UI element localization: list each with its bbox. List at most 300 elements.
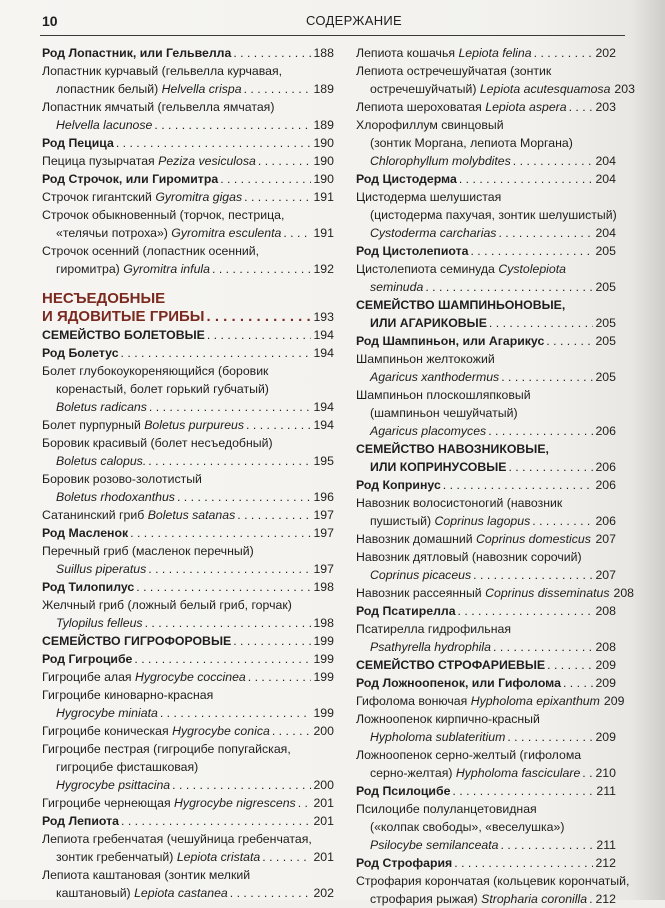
toc-entry-text [56, 398, 147, 416]
page-ref: 194 [313, 400, 334, 414]
toc-entry [356, 746, 616, 764]
entry-text: гиромитра) [56, 262, 124, 276]
toc-entry-text [356, 262, 566, 276]
toc-entry [42, 686, 334, 704]
dot-leader [425, 278, 593, 296]
entry-text: пушистый) [370, 514, 435, 528]
toc-entry [42, 224, 334, 242]
toc-entry-text [42, 832, 312, 846]
toc-entry-text [42, 794, 296, 812]
toc-entry [356, 350, 616, 368]
toc-entry-text [56, 560, 146, 578]
toc-entry [42, 614, 334, 632]
toc-entry [42, 794, 334, 812]
toc-entry [42, 578, 334, 596]
group-name: Род Шампиньон, или Агарикус [356, 334, 545, 348]
toc-entry-text [42, 152, 256, 170]
latin-name: Hygrocybe coccinea [135, 670, 246, 684]
toc-entry-text [356, 98, 567, 116]
dot-leader [272, 722, 312, 740]
toc-entry-text [42, 170, 218, 188]
toc-entry [42, 116, 334, 134]
dot-leader [488, 422, 593, 440]
dot-leader [134, 650, 311, 668]
dot-leader [283, 224, 311, 242]
latin-name: Lepiota aspera [485, 100, 567, 114]
toc-entry [42, 362, 334, 380]
entry-text: Строфария корончатая (кольцевик корончатый, [356, 874, 630, 888]
dot-leader [473, 566, 593, 584]
entry-text: Гифолома вонючая [356, 694, 471, 708]
toc-entry-text [356, 622, 511, 636]
toc-entry-text [356, 496, 562, 510]
entry-text: «телячьи потроха») [56, 226, 172, 240]
latin-name: Lepiota castanea [134, 886, 228, 900]
toc-entry [356, 296, 616, 314]
latin-name: Boletus purpureus [144, 418, 245, 432]
group-name: Род Строфария [356, 856, 453, 870]
page-ref: 209 [595, 676, 616, 690]
group-name: СЕМЕЙСТВО ШАМПИНЬОНОВЫЕ, [356, 298, 566, 312]
section-heading [42, 290, 334, 308]
toc-entry [356, 674, 616, 692]
page-ref: 202 [313, 886, 334, 900]
latin-name: Lepiota felina [458, 46, 532, 60]
latin-name: Hygrocybe psittacina [56, 778, 171, 792]
entry-text: Лепиота каштановая (зонтик мелкий [42, 868, 251, 882]
toc-entry-text [370, 278, 423, 296]
entry-text: коренастый, болет горький губчатый) [56, 382, 269, 396]
toc-entry-text [356, 712, 540, 726]
page-ref: 200 [313, 724, 334, 738]
entry-text: Болет пурпурный [42, 418, 145, 432]
group-name: Род Псатирелла [356, 604, 456, 618]
latin-name: Cystolepiota [498, 262, 566, 276]
toc-entry-text [370, 820, 564, 834]
entry-text: Гигроцибе алая [42, 670, 136, 684]
latin-name: Coprinus disseminatus [485, 586, 610, 600]
toc-entry-text [56, 260, 210, 278]
toc-entry-text [56, 776, 170, 794]
dot-leader [207, 326, 312, 344]
toc-entry [356, 170, 616, 188]
group-name: ИЛИ АГАРИКОВЫЕ [370, 316, 487, 330]
dot-leader [443, 476, 594, 494]
toc-entry-text [42, 688, 213, 702]
toc-entry [356, 710, 616, 728]
page-ref: 206 [595, 514, 616, 528]
page-ref: 204 [595, 154, 616, 168]
toc-entry-text [356, 550, 582, 564]
toc-entry [356, 332, 616, 350]
page-ref: 190 [313, 172, 334, 186]
toc-entry [42, 704, 334, 722]
entry-text: (цистодерма пахучая, зонтик шелушистый) [370, 208, 617, 222]
toc-entry [42, 632, 334, 650]
entry-text: Лепиота остречешуйчатая (зонтик [356, 64, 552, 78]
toc-entry-text [356, 190, 501, 204]
toc-entry [356, 764, 616, 782]
toc-entry-text [356, 44, 532, 62]
toc-entry [42, 470, 334, 488]
toc-entry [356, 368, 616, 386]
latin-name: seminuda [370, 280, 424, 294]
page-ref: 198 [313, 616, 334, 630]
toc-entry [42, 134, 334, 152]
toc-entry [42, 242, 334, 260]
toc-entry-text [42, 472, 202, 486]
toc-entry [356, 638, 616, 656]
toc-entry-text [370, 890, 587, 908]
toc-entry [42, 596, 334, 614]
dot-leader [212, 260, 311, 278]
page-ref: 209 [603, 694, 625, 708]
page-ref: 199 [313, 670, 334, 684]
entry-text: Боровик красивый (болет несъедобный) [42, 436, 273, 450]
group-name: Род Лепиота [42, 814, 119, 828]
page-ref: 206 [595, 460, 616, 474]
page-ref: 209 [595, 730, 616, 744]
dot-leader [501, 836, 595, 854]
toc-entry [42, 434, 334, 452]
toc-entry [356, 602, 616, 620]
toc-entry-text [42, 578, 134, 596]
toc-entry [356, 656, 616, 674]
entry-text: зонтик гребенчатый) [56, 850, 177, 864]
toc-entry [42, 560, 334, 578]
entry-text: Строчок осенний (лопастник осенний, [42, 244, 260, 258]
toc-entry [356, 80, 635, 98]
dot-leader [149, 398, 312, 416]
toc-entry-text [56, 704, 158, 722]
toc-entry-text [56, 760, 198, 774]
page-ref: 204 [595, 226, 616, 240]
toc-entry [42, 380, 334, 398]
toc-entry-text [356, 692, 600, 710]
toc-entry-text [42, 344, 119, 362]
page-ref: 210 [595, 766, 616, 780]
page-ref: 203 [614, 82, 635, 96]
dot-leader [160, 704, 312, 722]
toc-entry [356, 422, 616, 440]
toc-entry-text [356, 64, 551, 78]
toc-entry-text [370, 458, 506, 476]
toc-entry [356, 188, 616, 206]
toc-entry-text [42, 812, 119, 830]
toc-entry [42, 416, 334, 434]
entry-text: Навозник дятловый (навозник сорочий) [356, 550, 582, 564]
toc-entry [356, 530, 616, 548]
page-ref: 198 [313, 580, 334, 594]
toc-entry-text [42, 416, 244, 434]
group-name: Род Псилоцибе [356, 784, 451, 798]
toc-entry-text [42, 308, 204, 326]
dot-leader [582, 764, 593, 782]
dot-leader [154, 116, 311, 134]
toc-entry-text [42, 632, 231, 650]
toc-entry [42, 80, 334, 98]
toc-entry-text [56, 382, 269, 396]
toc-entry [42, 668, 334, 686]
toc-entry-text [356, 674, 561, 692]
page-ref: 197 [313, 562, 334, 576]
dot-leader [501, 368, 593, 386]
entry-text: лопастник белый) [56, 82, 162, 96]
toc-entry-text [56, 452, 146, 470]
group-name: СЕМЕЙСТВО БОЛЕТОВЫЕ [42, 328, 205, 342]
page-ref: 199 [313, 634, 334, 648]
dot-leader [116, 134, 312, 152]
latin-name: Hygrocybe miniata [56, 706, 158, 720]
toc-entry-text [356, 442, 549, 456]
toc-entry-text [56, 614, 143, 632]
toc-entry-text [356, 530, 591, 548]
toc-entry [42, 326, 334, 344]
toc-entry [42, 650, 334, 668]
toc-entry-text [370, 728, 505, 746]
dot-leader [244, 188, 311, 206]
toc-entry-text [42, 506, 235, 524]
toc-entry [42, 44, 334, 62]
toc-entry [356, 278, 616, 296]
toc-entry [42, 188, 334, 206]
toc-entry-text [356, 388, 531, 402]
dot-leader [244, 80, 312, 98]
page-ref: 209 [595, 658, 616, 672]
dot-leader [569, 98, 594, 116]
group-name: Род Лопастник, или Гельвелла [42, 46, 232, 60]
latin-name: Agaricus placomyces [370, 424, 487, 438]
toc-entry-text [356, 584, 610, 602]
dot-leader [507, 728, 593, 746]
latin-name: Hypholoma sublateritium [370, 730, 506, 744]
entry-text: Лепиота кошачья [356, 46, 459, 60]
toc-entry [356, 44, 616, 62]
page-ref: 206 [595, 424, 616, 438]
page-ref: 197 [313, 526, 334, 540]
dot-leader [148, 452, 311, 470]
dot-leader [220, 170, 311, 188]
entry-text: Сатанинский гриб [42, 508, 148, 522]
toc-entry [356, 566, 616, 584]
dot-leader [130, 524, 311, 542]
dot-leader [452, 782, 594, 800]
latin-name: Lepiota cristata [176, 850, 261, 864]
page-ref: 211 [596, 784, 616, 798]
group-name: ИЛИ КОПРИНУСОВЫЕ [370, 460, 507, 474]
latin-name: Boletus rhodoxanthus [56, 490, 175, 504]
page-ref: 199 [313, 706, 334, 720]
entry-text: строфария рыжая) [370, 892, 482, 906]
toc-entry [42, 758, 334, 776]
entry-text: Болет глубокоукореняющийся (боровик [42, 364, 269, 378]
toc-entry-text [42, 598, 292, 612]
toc-entry-text [370, 512, 530, 530]
toc-entry-text [56, 848, 260, 866]
dot-leader [547, 656, 593, 674]
page-ref: 197 [313, 508, 334, 522]
entry-text: Строчок обыкновенный (торчок, пестрица, [42, 208, 285, 222]
page-ref: 203 [595, 100, 616, 114]
group-name: Род Ложноопенок, или Гифолома [356, 676, 561, 690]
toc-entry-text [42, 742, 291, 756]
toc-entry [356, 260, 616, 278]
page-number: 10 [42, 13, 58, 29]
toc-entry [356, 620, 616, 638]
toc-entry-text [42, 436, 273, 450]
toc-entry-text [42, 722, 270, 740]
dot-leader [534, 44, 594, 62]
toc-entry-text [356, 242, 468, 260]
toc-entry-text [42, 668, 246, 686]
entry-text: Желчный гриб (ложный белый гриб, горчак) [42, 598, 292, 612]
toc-entry-text [356, 332, 544, 350]
toc-entry-text [56, 884, 228, 902]
latin-name: Hygrocybe conica [172, 724, 270, 738]
toc-entry [356, 62, 616, 80]
entry-text: Навозник домашний [356, 532, 477, 546]
entry-text: Навозник волосистоногий (навозник [356, 496, 563, 510]
dot-leader [246, 416, 311, 434]
dot-leader [258, 152, 312, 170]
page-ref: 189 [313, 118, 334, 132]
entry-text: («колпак свободы», «веселушка») [370, 820, 565, 834]
toc-entry [42, 848, 334, 866]
dot-leader [498, 224, 593, 242]
toc-entry [356, 584, 635, 602]
page-ref: 204 [595, 172, 616, 186]
toc-entry-text [42, 290, 165, 307]
toc-entry-text [370, 638, 491, 656]
toc-entry-text [370, 80, 610, 98]
toc-entry [356, 242, 616, 260]
latin-name: Helvella crispa [161, 82, 242, 96]
dot-leader [454, 854, 593, 872]
toc-entry [356, 116, 616, 134]
entry-text: Шампиньон желтокожий [356, 352, 495, 366]
group-name: Род Копринус [356, 478, 441, 492]
page-ref: 211 [596, 838, 616, 852]
entry-text: остречешуйчатый) [370, 82, 480, 96]
toc-entry-text [356, 782, 450, 800]
entry-text: серно-желтая) [370, 766, 456, 780]
toc-entry [42, 62, 334, 80]
latin-name: Cystoderma carcharias [370, 226, 497, 240]
entry-text: Лепиота шероховатая [356, 100, 486, 114]
page-ref: 205 [595, 316, 616, 330]
toc-entry-text [370, 208, 617, 222]
toc-entry [356, 224, 616, 242]
dot-leader [493, 638, 593, 656]
entry-text: Строчок гигантский [42, 190, 156, 204]
dot-leader [233, 632, 311, 650]
entry-text: Псилоцибе полуланцетовидная [356, 802, 537, 816]
group-name: Род Строчок, или Гиромитра [42, 172, 219, 186]
entry-text: каштановый) [56, 886, 135, 900]
toc-entry [356, 836, 616, 854]
toc-entry [356, 440, 616, 458]
toc-entry [42, 884, 334, 902]
section-heading [42, 308, 334, 326]
page-ref: 212 [595, 892, 616, 906]
toc-entry [356, 800, 616, 818]
page-ref: 193 [313, 310, 334, 324]
entry-text: Перечный гриб (масленок перечный) [42, 544, 254, 558]
latin-name: Psathyrella hydrophila [370, 640, 491, 654]
header-divider [40, 35, 625, 36]
page-ref: 208 [613, 586, 635, 600]
entry-text: Гигроцибе чернеющая [42, 796, 175, 810]
group-name: Род Тилопилус [42, 580, 135, 594]
toc-entry [356, 782, 616, 800]
group-name: СЕМЕЙСТВО ГИГРОФОРОВЫЕ [42, 634, 232, 648]
entry-text: Псатирелла гидрофильная [356, 622, 511, 636]
dot-leader [237, 506, 311, 524]
entry-text: Гигроцибе коническая [42, 724, 173, 738]
toc-entry [42, 506, 334, 524]
page-ref: 208 [595, 604, 616, 618]
toc-entry [42, 776, 334, 794]
toc-entry-text [42, 44, 231, 62]
entry-text: гигроцибе фисташковая) [56, 760, 199, 774]
toc-entry [356, 458, 616, 476]
toc-entry [356, 152, 616, 170]
toc-column-left [42, 44, 334, 902]
dot-leader [589, 890, 593, 908]
toc-column-right [356, 44, 635, 908]
toc-entry [42, 206, 334, 224]
toc-entry [356, 476, 616, 494]
page-title: СОДЕРЖАНИЕ [306, 13, 403, 28]
page-ref: 194 [313, 418, 334, 432]
entry-text: НЕСЪЕДОБНЫЕ [42, 290, 166, 307]
toc-entry [356, 134, 616, 152]
latin-name: Coprinus picaceus [370, 568, 472, 582]
page-ref: 200 [313, 778, 334, 792]
page-ref: 212 [595, 856, 616, 870]
toc-entry [42, 260, 334, 278]
dot-leader [233, 44, 311, 62]
dot-leader [136, 578, 311, 596]
entry-text: Лопастник ямчатый (гельвелла ямчатая) [42, 100, 275, 114]
toc-entry-text [42, 100, 274, 114]
toc-entry-text [42, 188, 242, 206]
latin-name: Hygrocybe nigrescens [174, 796, 296, 810]
toc-entry-text [356, 854, 452, 872]
dot-leader [262, 848, 311, 866]
page-ref: 195 [313, 454, 334, 468]
toc-entry-text [356, 352, 495, 366]
page-ref: 201 [313, 796, 334, 810]
latin-name: Boletus calopus. [56, 454, 147, 468]
latin-name: Boletus radicans [56, 400, 147, 414]
page-ref: 191 [313, 226, 334, 240]
toc-entry-text [42, 244, 259, 258]
page-ref: 191 [313, 190, 334, 204]
entry-text: (шампиньон чешуйчатый) [370, 406, 518, 420]
latin-name: Helvella lacunose [56, 118, 153, 132]
latin-name: Gyromitra esculenta [171, 226, 282, 240]
latin-name: Coprinus lagopus [434, 514, 531, 528]
latin-name: Gyromitra gigas [155, 190, 243, 204]
toc-entry-text [356, 476, 441, 494]
dot-leader [489, 314, 594, 332]
toc-entry [42, 344, 334, 362]
page-ref: 199 [313, 652, 334, 666]
toc-entry-text [356, 748, 581, 762]
entry-text: Цистолепиота семинуда [356, 262, 499, 276]
toc-entry [42, 740, 334, 758]
